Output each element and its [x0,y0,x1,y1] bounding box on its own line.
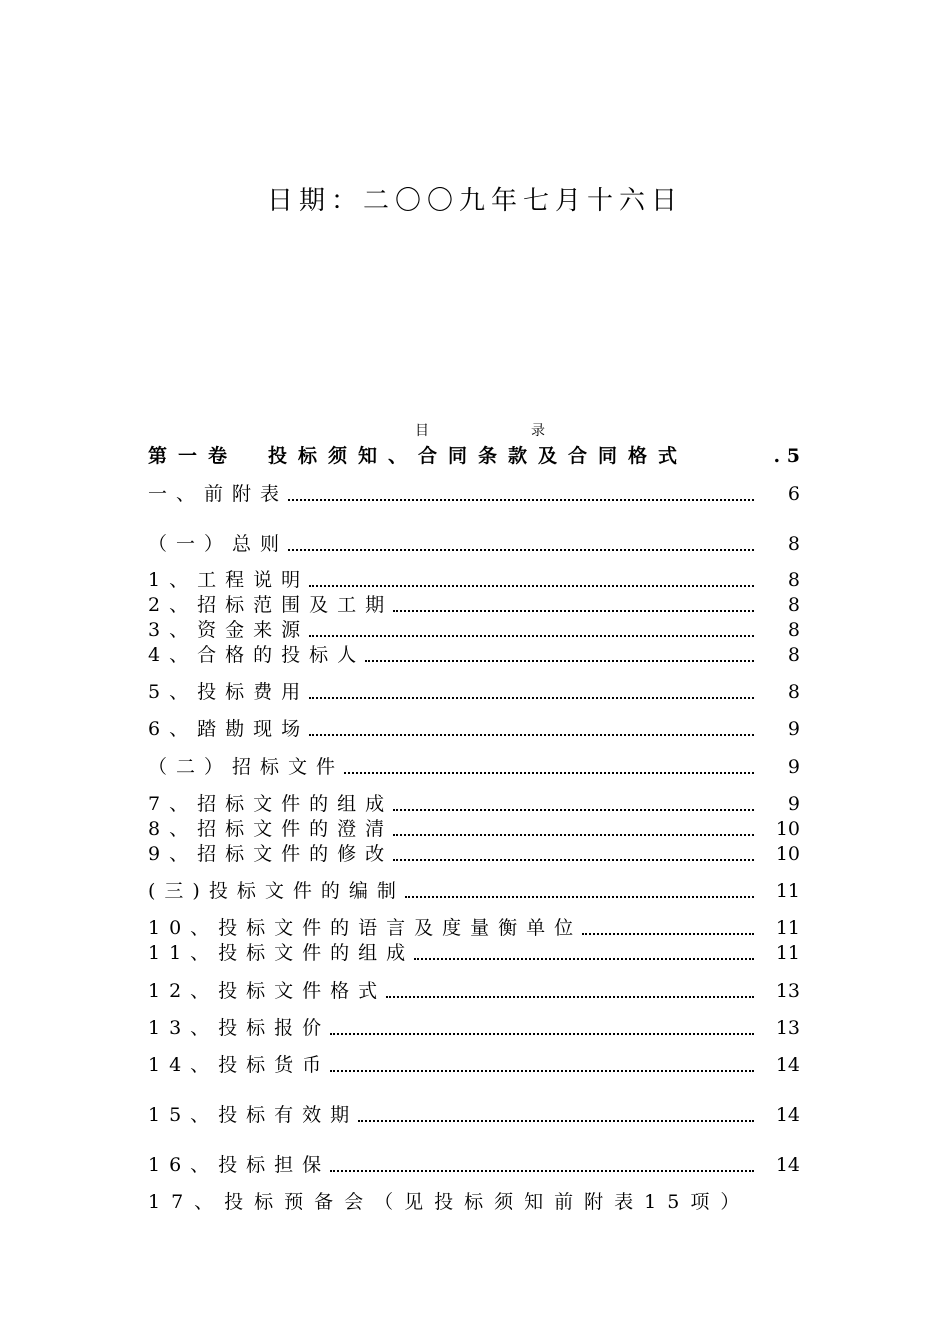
toc-entry[interactable] [148,1188,800,1214]
toc-entry[interactable] [148,914,800,940]
toc-dot-leader [405,896,754,898]
toc-entry-page: 14 [775,1054,800,1076]
toc-dot-leader [358,1120,754,1122]
toc-entry[interactable] [148,641,800,667]
toc-entry-label: 9、招标文件的修改 [148,843,394,865]
toc-entry-label: （二）招标文件 [148,756,345,778]
toc-dot-leader [309,585,754,587]
toc-entry-label: 一、前附表 [148,483,289,505]
toc-dot-leader [309,635,754,637]
toc-entry-page: 9 [787,756,800,778]
toc-entry[interactable] [148,678,800,704]
toc-dot-leader [330,1070,754,1072]
toc-entry[interactable] [148,877,800,903]
toc-dot-leader [386,996,754,998]
toc-entry-label: 13、投标报价 [148,1017,331,1039]
toc-entry-page: 14 [775,1154,800,1176]
toc-dot-leader [330,1170,754,1172]
toc-entry-label: 2、招标范围及工期 [148,594,394,616]
toc-dot-leader [309,734,754,736]
toc-heading-left: 目 [415,423,429,439]
toc-entry-page: 8 [787,594,800,616]
toc-entry-page: 8 [787,681,800,703]
toc-entry-label: 1、工程说明 [148,569,310,591]
toc-entry[interactable] [148,753,800,779]
toc-entry-page: 8 [787,569,800,591]
toc-entry-label: 第一卷 投标须知、合同条款及合同格式 [148,445,689,467]
toc-entry-page: 14 [775,1104,800,1126]
toc-dot-leader [582,933,754,935]
toc-dot-leader [393,834,754,836]
toc-entry[interactable] [148,616,800,642]
toc-entry-label: 17、投标预备会（见投标须知前附表15项） [148,1191,751,1213]
toc-entry-page: 11 [775,880,800,902]
toc-entry-label: 16、投标担保 [148,1154,331,1176]
toc-entry[interactable] [148,530,800,556]
toc-entry-page: 6 [787,483,800,505]
toc-dot-leader [288,499,754,501]
toc-dot-leader [393,809,754,811]
toc-dot-leader [393,610,754,612]
toc-heading-right: 录 [531,423,545,439]
toc-entry-label: 8、招标文件的澄清 [148,818,394,840]
toc-entry-page: 8 [787,644,800,666]
toc-entry-label: 15、投标有效期 [148,1104,359,1126]
toc-dot-leader [393,859,754,861]
toc-entry-label: 6、踏勘现场 [148,718,310,740]
toc-entry[interactable] [148,442,800,468]
toc-entry-label: 3、资金来源 [148,619,310,641]
toc-dot-leader [330,1033,754,1035]
toc-entry-label: （一）总则 [148,533,289,555]
toc-entry-page: 13 [775,980,800,1002]
toc-entry[interactable] [148,1151,800,1177]
toc-dot-leader [365,660,754,662]
toc-dot-leader [309,697,754,699]
toc-entry[interactable] [148,1014,800,1040]
toc-entry-label: 11、投标文件的组成 [148,942,415,964]
cover-date: 日期：二〇〇九年七月十六日 [266,186,683,216]
toc-entry[interactable] [148,840,800,866]
toc-entry-page: 8 [787,533,800,555]
toc-entry-page: 8 [787,619,800,641]
toc-entry-label: 4、合格的投标人 [148,644,366,666]
toc-entry-label: (三)投标文件的编制 [148,880,405,902]
toc-entry-page: . 5 [773,445,800,467]
toc-dot-leader [344,772,754,774]
toc-entry[interactable] [148,1051,800,1077]
toc-entry-label: 5、投标费用 [148,681,310,703]
toc-entry-page: 11 [775,942,800,964]
toc-entry-page: 9 [787,793,800,815]
toc-entry[interactable] [148,591,800,617]
toc-entry-page: 10 [775,818,800,840]
toc-entry[interactable] [148,939,800,965]
toc-entry[interactable] [148,977,800,1003]
toc-entry-label: 12、投标文件格式 [148,980,387,1002]
toc-entry[interactable] [148,815,800,841]
toc-entry[interactable] [148,790,800,816]
toc-entry[interactable] [148,1101,800,1127]
toc-entry-page: 11 [775,917,800,939]
toc-entry[interactable] [148,566,800,592]
toc-entry-label: 14、投标货币 [148,1054,331,1076]
toc-entry[interactable] [148,480,800,506]
toc-entry-label: 7、招标文件的组成 [148,793,394,815]
toc-dot-leader [288,549,754,551]
toc-dot-leader [414,958,754,960]
toc-entry-page: 10 [775,843,800,865]
toc-entry-page: 9 [787,718,800,740]
toc-entry-label: 10、投标文件的语言及度量衡单位 [148,917,583,939]
toc-entry-page: 13 [775,1017,800,1039]
toc-entry[interactable] [148,715,800,741]
